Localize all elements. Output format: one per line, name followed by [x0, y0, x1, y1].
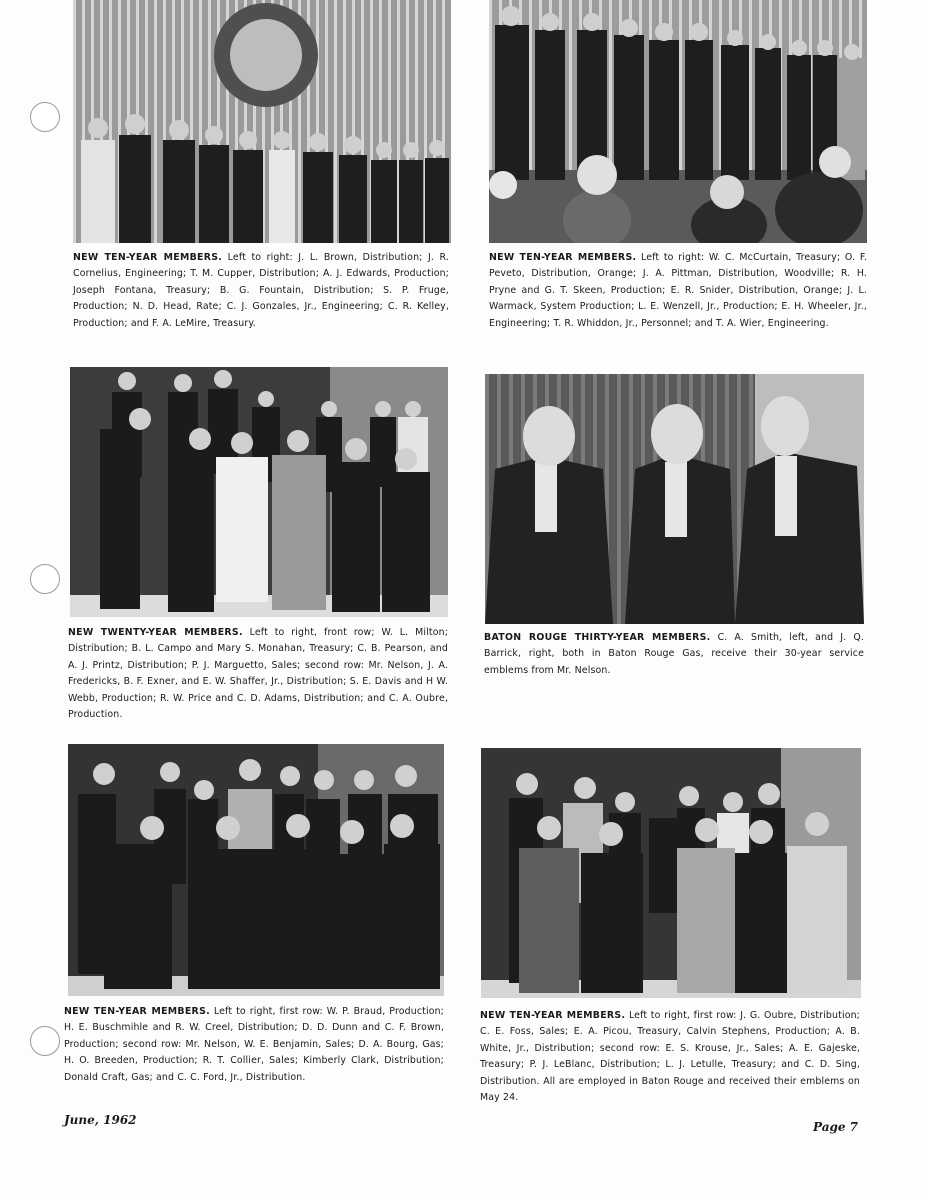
caption-ten-year-members-3	[64, 1004, 444, 1086]
caption-ten-year-members-1	[73, 250, 449, 332]
caption-baton-rouge-thirty-year	[484, 630, 864, 679]
caption-text: Left to right: W. C. McCurtain, Treasury; O. F. Peveto, Distribution, Orange; J. A. Pittman, Distribution, Woodville; R. H. Pryne and G. T. Skeen, Production; E. R. Snider, Distribution, Orange; J. L. Warmack, System Production; L. E. Wenzell, Jr., Production; E. H. Wheeler, Jr., Engineering; T. R. Whiddon, Jr., Personnel; and T. A. Wier, Engineering.	[489, 252, 867, 329]
caption-heading: NEW TEN-YEAR MEMBERS.	[480, 1010, 626, 1021]
caption-heading: NEW TWENTY-YEAR MEMBERS.	[68, 627, 243, 638]
caption-text: Left to right, front row; W. L. Milton; Distribution; B. L. Campo and Mary S. Monahan, Treasury; C. B. Pearson, and A. J. Printz, Distribution; P. J. Marguetto, Sales; second row: Mr. Nelson, J. A. Fredericks, B. F. Exner, and E. W. Shaffer, Jr., Distribution; S. E. Davis and H W. Webb, Production; R. W. Price and C. D. Adams, Distribution; and C. A. Oubre, Production.	[68, 627, 448, 721]
binder-hole-middle	[30, 564, 60, 594]
caption-text: Left to right, first row: W. P. Braud, Production; H. E. Buschmihle and R. W. Creel, Distribution; D. D. Dunn and C. F. Brown, Production; second row: Mr. Nelson, W. E. Benjamin, Sales; D. A. Bourg, Gas; H. O. Breeden, Production; R. T. Collier, Sales; Kimberly Clark, Distribution; Donald Craft, Gas; and C. C. Ford, Jr., Distribution.	[64, 1006, 444, 1083]
binder-hole-bottom	[30, 1026, 60, 1056]
caption-twenty-year-members	[68, 625, 448, 723]
caption-text: Left to right, first row: J. G. Oubre, Distribution; C. E. Foss, Sales; E. A. Picou, Treasury, Calvin Stephens, Production; A. B. White, Jr., Distribution; second row: E. S. Krouse, Jr., Sales; A. E. Gajeske, Treasury; P. J. LeBlanc, Distribution; L. J. Letulle, Treasury; and C. D. Sing, Distribution. All are employed in Baton Rouge and received their emblems on May 24.	[480, 1010, 860, 1104]
caption-heading: BATON ROUGE THIRTY-YEAR MEMBERS.	[484, 632, 711, 643]
photo-twenty-year-members	[70, 367, 448, 617]
footer-date: June, 1962	[64, 1113, 137, 1127]
caption-heading: NEW TEN-YEAR MEMBERS.	[489, 252, 637, 263]
footer-page-number: Page 7	[813, 1120, 859, 1134]
caption-text: C. A. Smith, left, and J. Q. Barrick, right, both in Baton Rouge Gas, receive their 30-year service emblems from Mr. Nelson.	[484, 632, 865, 676]
photo-ten-year-members-2	[489, 0, 867, 243]
photo-ten-year-members-3	[68, 744, 444, 996]
caption-heading: NEW TEN-YEAR MEMBERS.	[73, 252, 223, 263]
caption-text: Left to right: J. L. Brown, Distribution; J. R. Cornelius, Engineering; T. M. Cupper, Distribution; A. J. Edwards, Production; Joseph Fontana, Treasury; B. G. Fountain, Distribution; S. P. Fruge, Production; N. D. Head, Rate; C. J. Gonzales, Jr., Engineering; C. R. Kelley, Production; and F. A. LeMire, Treasury.	[73, 252, 450, 329]
photo-baton-rouge-ten-year	[481, 748, 861, 998]
caption-heading: NEW TEN-YEAR MEMBERS.	[64, 1006, 210, 1017]
photo-ten-year-members-1	[73, 0, 451, 243]
photo-baton-rouge-thirty-year	[485, 374, 864, 624]
caption-baton-rouge-ten-year	[480, 1008, 860, 1106]
caption-ten-year-members-2	[489, 250, 867, 332]
binder-hole-top	[30, 102, 60, 132]
